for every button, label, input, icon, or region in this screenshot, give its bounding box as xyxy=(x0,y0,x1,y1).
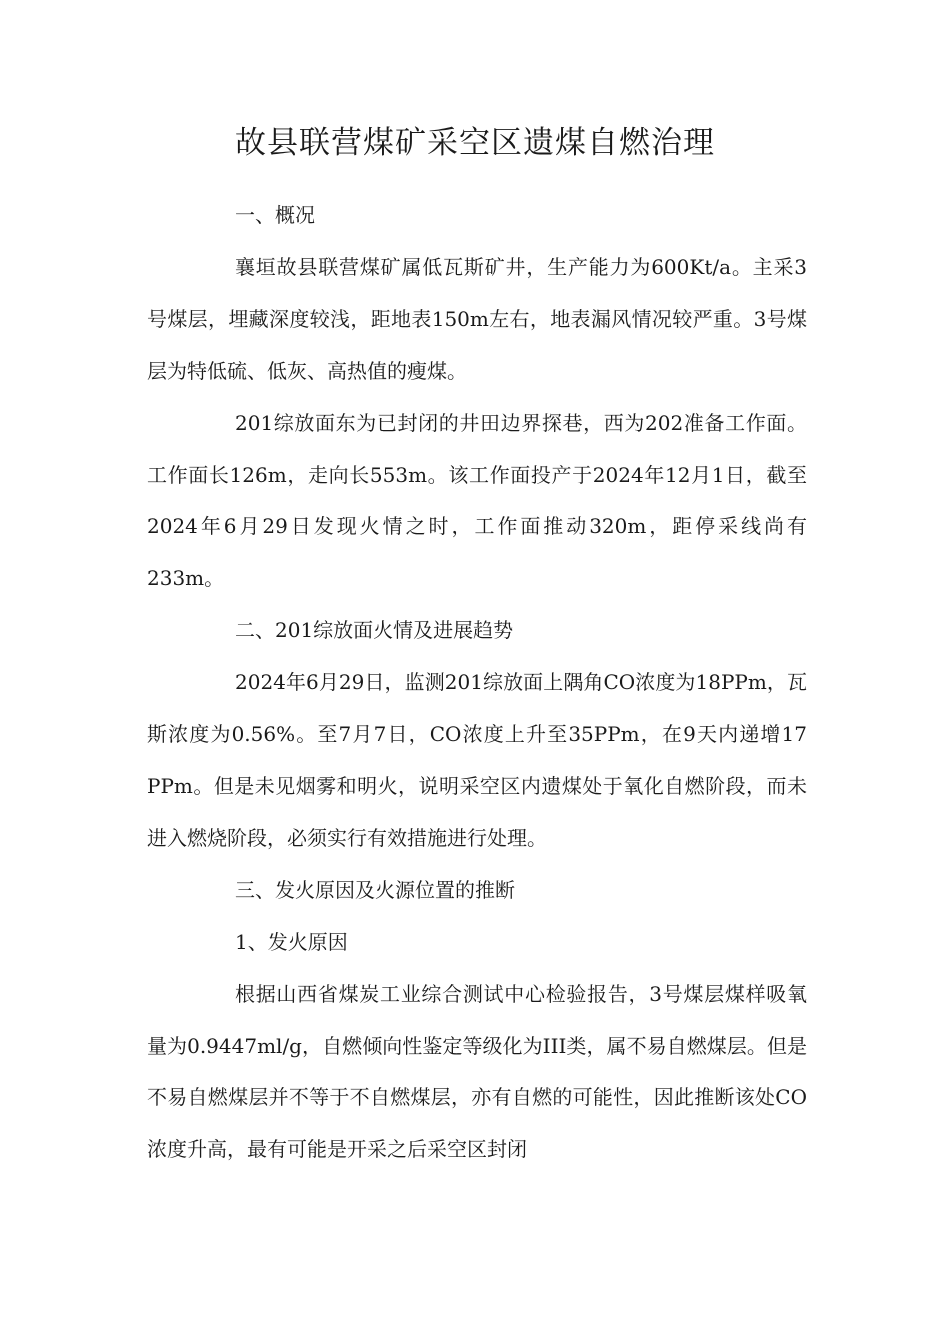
document-body xyxy=(147,190,807,1176)
paragraph-mine-overview: 襄垣故县联营煤矿属低瓦斯矿井，生产能力为600Kt/a。主采3号煤层，埋藏深度较浅，距地表150m左右，地表漏风情况较严重。3号煤层为特低硫、低灰、高热值的瘦煤。 xyxy=(147,254,807,383)
subsection-heading-cause: 1、发火原因 xyxy=(235,929,348,954)
section-heading-fire-cause: 三、发火原因及火源位置的推断 xyxy=(235,877,515,902)
paragraph-workface-overview: 201综放面东为已封闭的井田边界探巷，西为202准备工作面。工作面长126m，走向长553m。该工作面投产于2024年12月1日，截至2024年6月29日发现火情之时，工作面推动320m，距停采线尚有233m。 xyxy=(147,410,807,591)
document-title: 故县联营煤矿采空区遗煤自燃治理 xyxy=(235,125,715,161)
section-heading-fire-trend: 二、201综放面火情及进展趋势 xyxy=(235,618,514,643)
paragraph-cause-analysis: 根据山西省煤炭工业综合测试中心检验报告，3号煤层煤样吸氧量为0.9447ml/g，自燃倾向性鉴定等级化为III类，属不易自燃煤层。但是不易自燃煤层并不等于不自燃煤层，亦有自燃的可能性，因此推断该处CO浓度升高，最有可能是开采之后采空区封闭 xyxy=(147,981,807,1162)
paragraph-fire-trend: 2024年6月29日，监测201综放面上隅角CO浓度为18PPm，瓦斯浓度为0.56%。至7月7日，CO浓度上升至35PPm，在9天内递增17 PPm。但是未见烟雾和明火，说明采空区内遗煤处于氧化自燃阶段，而未进入燃烧阶段，必须实行有效措施进行处理。 xyxy=(147,670,807,850)
section-heading-overview: 一、概况 xyxy=(235,203,315,227)
